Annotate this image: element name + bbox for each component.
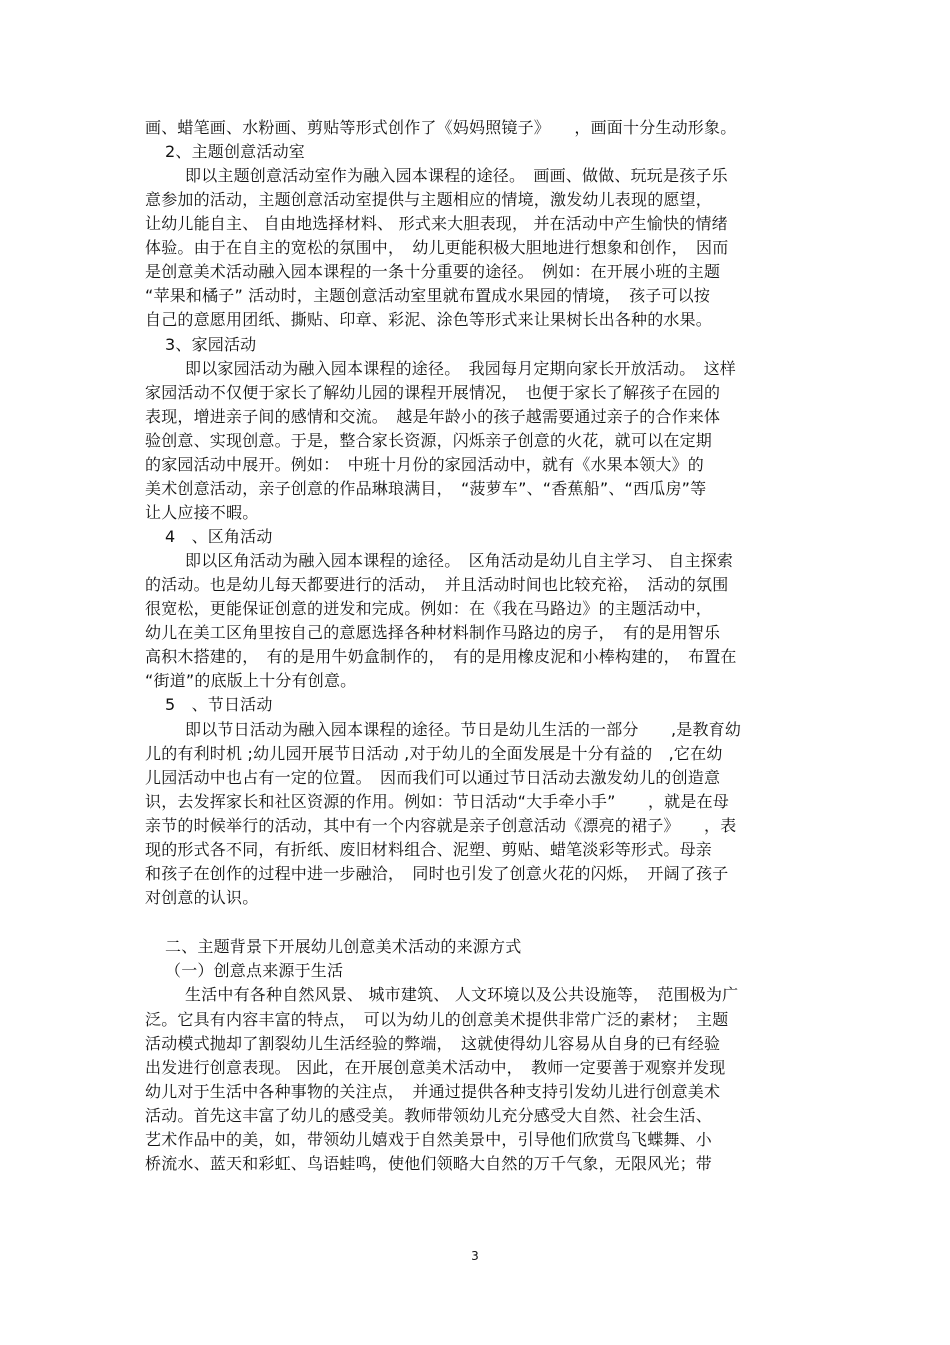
paragraph-line: 即以节日活动为融入园本课程的途径。节日是幼儿生活的一部分 ,是教育幼 bbox=[185, 720, 742, 739]
paragraph-line: 即以区角活动为融入园本课程的途径。 区角活动是幼儿自主学习、 自主探索 bbox=[185, 551, 734, 570]
paragraph-line: 让人应接不暇。 bbox=[145, 503, 259, 522]
paragraph-line: 画、蜡笔画、水粉画、剪贴等形式创作了《妈妈照镜子》 ，画面十分生动形象。 bbox=[145, 118, 737, 137]
paragraph-line: 幼儿对于生活中各种事物的关注点， 并通过提供各种支持引发幼儿进行创意美术 bbox=[145, 1082, 721, 1101]
paragraph-line: 活动。首先这丰富了幼儿的感受美。教师带领幼儿充分感受大自然、社会生活、 bbox=[145, 1106, 713, 1125]
paragraph-line: 对创意的认识。 bbox=[145, 888, 259, 907]
paragraph-line: 的活动。也是幼儿每天都要进行的活动， 并且活动时间也比较充裕， 活动的氛围 bbox=[145, 575, 729, 594]
section-heading: 2、主题创意活动室 bbox=[165, 142, 305, 161]
paragraph-line: “苹果和橘子” 活动时，主题创意活动室里就布置成水果园的情境， 孩子可以按 bbox=[145, 286, 711, 305]
paragraph-line: 家园活动不仅便于家长了解幼儿园的课程开展情况， 也便于家长了解孩子在园的 bbox=[145, 383, 721, 402]
page-number: 3 bbox=[471, 1249, 479, 1263]
paragraph-line: 自己的意愿用团纸、撕贴、印章、彩泥、涂色等形式来让果树长出各种的水果。 bbox=[145, 310, 713, 329]
paragraph-line: 泛。它具有内容丰富的特点， 可以为幼儿的创意美术提供非常广泛的素材； 主题 bbox=[145, 1010, 729, 1029]
paragraph-line: 活动模式抛却了割裂幼儿生活经验的弊端， 这就使得幼儿容易从自身的已有经验 bbox=[145, 1034, 721, 1053]
paragraph-line: 是创意美术活动融入园本课程的一条十分重要的途径。 例如：在开展小班的主题 bbox=[145, 262, 721, 281]
chapter-heading: 二、主题背景下开展幼儿创意美术活动的来源方式 bbox=[165, 937, 522, 956]
paragraph-line: 意参加的活动，主题创意活动室提供与主题相应的情境，激发幼儿表现的愿望， bbox=[145, 190, 713, 209]
paragraph-line: 儿园活动中也占有一定的位置。 因而我们可以通过节日活动去激发幼儿的创造意 bbox=[145, 768, 721, 787]
paragraph-line: 很宽松，更能保证创意的迸发和完成。例如：在《我在马路边》的主题活动中， bbox=[145, 599, 713, 618]
section-heading: 3、家园活动 bbox=[165, 335, 257, 354]
paragraph-line: 的家园活动中展开。例如： 中班十月份的家园活动中，就有《水果本领大》的 bbox=[145, 455, 705, 474]
paragraph-line: 出发进行创意表现。 因此，在开展创意美术活动中， 教师一定要善于观察并发现 bbox=[145, 1058, 726, 1077]
paragraph-line: 桥流水、蓝天和彩虹、鸟语蛙鸣，使他们领略大自然的万千气象，无限风光；带 bbox=[145, 1154, 713, 1173]
section-heading: 5 、节日活动 bbox=[165, 695, 273, 714]
paragraph-line: “街道”的底版上十分有创意。 bbox=[145, 671, 357, 690]
paragraph-line: 即以家园活动为融入园本课程的途径。 我园每月定期向家长开放活动。 这样 bbox=[185, 359, 737, 378]
paragraph-line: 高积木搭建的， 有的是用牛奶盒制作的， 有的是用橡皮泥和小棒构建的， 布置在 bbox=[145, 647, 737, 666]
paragraph-line: 生活中有各种自然风景、 城市建筑、 人文环境以及公共设施等， 范围极为广 bbox=[185, 985, 739, 1004]
section-heading: 4 、区角活动 bbox=[165, 527, 273, 546]
paragraph-line: 表现，增进亲子间的感情和交流。 越是年龄小的孩子越需要通过亲子的合作来体 bbox=[145, 407, 721, 426]
paragraph-line: 验创意、实现创意。于是，整合家长资源，闪烁亲子创意的火花，就可以在定期 bbox=[145, 431, 713, 450]
paragraph-line: 艺术作品中的美，如，带领幼儿嬉戏于自然美景中，引导他们欣赏鸟飞蝶舞、小 bbox=[145, 1130, 713, 1149]
paragraph-line: 即以主题创意活动室作为融入园本课程的途径。 画画、做做、玩玩是孩子乐 bbox=[185, 166, 728, 185]
paragraph-line: 儿的有利时机 ;幼儿园开展节日活动 ,对于幼儿的全面发展是十分有益的 ,它在幼 bbox=[145, 744, 723, 763]
paragraph-line: 让幼儿能自主、 自由地选择材料、 形式来大胆表现， 并在活动中产生愉快的情绪 bbox=[145, 214, 728, 233]
paragraph-line: 体验。由于在自主的宽松的氛围中， 幼儿更能积极大胆地进行想象和创作， 因而 bbox=[145, 238, 729, 257]
paragraph-line: 美术创意活动，亲子创意的作品琳琅满目， “菠萝车”、“香蕉船”、“西瓜房”等 bbox=[145, 479, 707, 498]
paragraph-line: 现的形式各不同，有折纸、废旧材料组合、泥塑、剪贴、蜡笔淡彩等形式。母亲 bbox=[145, 840, 713, 859]
paragraph-line: 幼儿在美工区角里按自己的意愿选择各种材料制作马路边的房子， 有的是用智乐 bbox=[145, 623, 721, 642]
subsection-heading: （一）创意点来源于生活 bbox=[165, 961, 344, 980]
paragraph-line: 和孩子在创作的过程中进一步融洽， 同时也引发了创意火花的闪烁， 开阔了孩子 bbox=[145, 864, 729, 883]
paragraph-line: 识，去发挥家长和社区资源的作用。例如：节日活动“大手牵小手” ，就是在母 bbox=[145, 792, 729, 811]
paragraph-line: 亲节的时候举行的活动，其中有一个内容就是亲子创意活动《漂亮的裙子》 ，表 bbox=[145, 816, 737, 835]
